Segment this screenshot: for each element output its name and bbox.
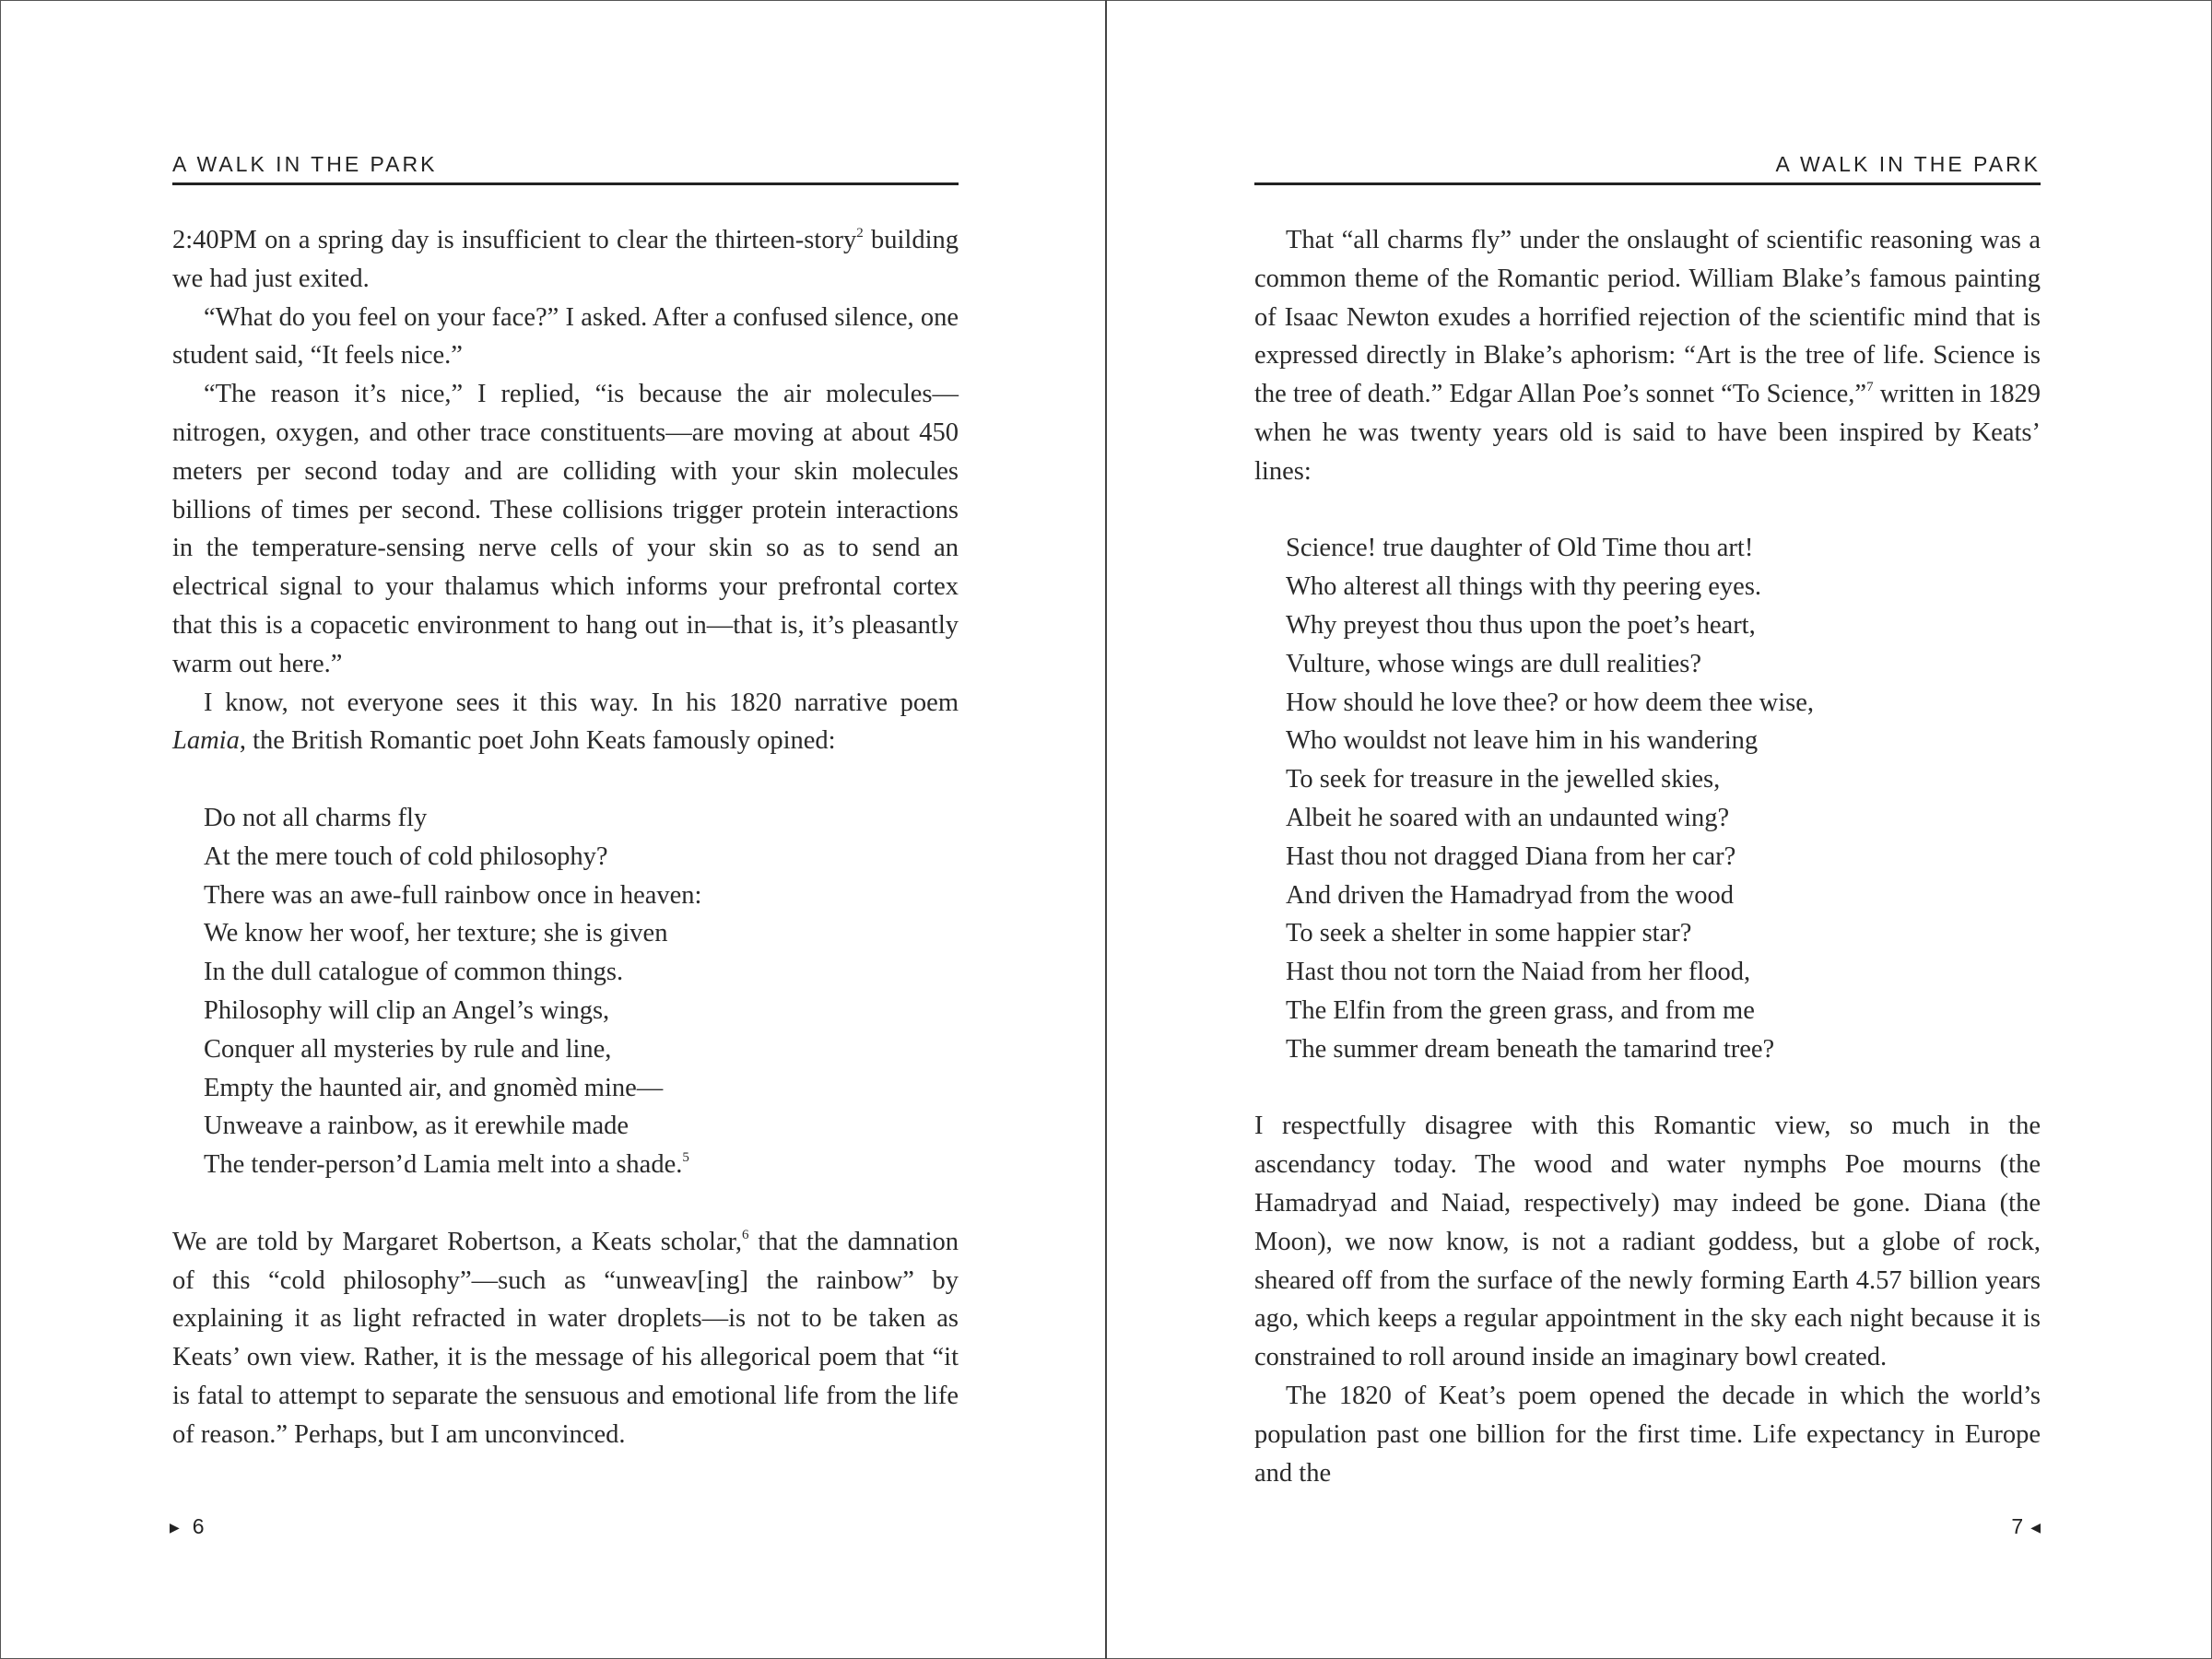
footnote-ref[interactable]: 6 (741, 1227, 749, 1242)
verse-line: Science! true daughter of Old Time thou art! (1286, 534, 1754, 563)
right-page (1106, 0, 2212, 1659)
text-run: I know, not everyone sees it this way. In his 1820 narrative poem (204, 688, 959, 717)
triangle-right-icon: ▶ (170, 1520, 180, 1535)
triangle-left-icon: ◀ (2030, 1520, 2041, 1535)
running-head-right: A WALK IN THE PARK (1254, 146, 2041, 185)
verse-line: Hast thou not torn the Naiad from her flood, (1286, 958, 1751, 987)
verse-line: To seek a shelter in some happier star? (1286, 919, 1692, 948)
text-run: 2:40PM on a spring day is insufficient to clear the thirteen-story (172, 226, 857, 254)
paragraph (1254, 221, 2041, 491)
verse-line: Do not all charms fly (204, 803, 428, 832)
text-run: that the damnation of this “cold philosophy”—such as “unweav[ing] the rainbow” by explaining it as light refracted in water droplets—is not to be taken as Keats’ own view. Rather, it is the message of his allegorical poem that “it is fatal to attempt to separate the sensuous and emotional life from the life of reason.” Perhaps, but I am unconvinced. (172, 1227, 959, 1449)
paragraph: “The reason it’s nice,” I replied, “is because the air molecules—nitrogen, oxygen, and other trace constituents—are moving at about 450 meters per second today and are colliding with your skin molecules billions of times per second. These collisions trigger protein interactions in the temperature-sensing nerve cells of your skin so as to send an electrical signal to your thalamus which informs your prefrontal cortex that this is a copacetic environment to hang out in—that is, it’s pleasantly warm out here.” (172, 380, 959, 678)
text-run: We are told by Margaret Robertson, a Keats scholar, (172, 1227, 742, 1256)
running-head-left: A WALK IN THE PARK (172, 146, 959, 185)
left-page-body (172, 221, 959, 1454)
verse-line: Why preyest thou thus upon the poet’s heart, (1286, 610, 1756, 640)
verse-line: To seek for treasure in the jewelled skies, (1286, 765, 1721, 794)
verse-line: Empty the haunted air, and gnomèd mine— (204, 1073, 664, 1102)
keats-verse (204, 799, 959, 1184)
text-run: That “all charms fly” under the onslaught of scientific reasoning was a common theme of the Romantic period. William Blake’s famous painting of Isaac Newton exudes a horrified rejection of the scientific mind that is expressed directly in Blake’s aphorism: “Art is the tree of life. Science is the tree of death.” Edgar Allan Poe’s sonnet “To Science,” (1254, 226, 2041, 409)
poe-verse (1286, 529, 2041, 1068)
verse-line: In the dull catalogue of common things. (204, 958, 624, 987)
verse-line: Philosophy will clip an Angel’s wings, (204, 995, 610, 1025)
verse-line: The summer dream beneath the tamarind tree? (1286, 1034, 1775, 1064)
verse-line: And driven the Hamadryad from the wood (1286, 880, 1734, 910)
verse-line: Conquer all mysteries by rule and line, (204, 1034, 612, 1064)
verse-line: Vulture, whose wings are dull realities? (1286, 649, 1701, 678)
footnote-ref[interactable]: 2 (856, 226, 864, 241)
text-run: , the British Romantic poet John Keats famously opined: (239, 726, 836, 756)
page-number-left (170, 1512, 205, 1541)
verse-line: How should he love thee? or how deem thee wise, (1286, 688, 1815, 717)
verse-line: Albeit he soared with an undaunted wing? (1286, 803, 1730, 832)
verse-line: There was an awe-full rainbow once in heaven: (204, 880, 702, 910)
footnote-ref[interactable]: 5 (682, 1150, 689, 1166)
right-page-body (1254, 221, 2041, 1492)
verse-line: The Elfin from the green grass, and from me (1286, 995, 1755, 1025)
verse-line-last (204, 1146, 959, 1184)
verse-line: At the mere touch of cold philosophy? (204, 841, 608, 871)
paragraph: The 1820 of Keat’s poem opened the decade in which the world’s population past one billion for the first time. Life expectancy in Europe and the (1254, 1381, 2041, 1488)
footnote-ref[interactable]: 7 (1866, 380, 1874, 395)
verse-line: We know her woof, her texture; she is given (204, 919, 668, 948)
verse-text: The tender-person’d Lamia melt into a shade. (204, 1150, 683, 1180)
paragraph: “What do you feel on your face?” I asked. After a confused silence, one student said, “It feels nice.” (172, 302, 959, 371)
paragraph (172, 684, 959, 761)
verse-line: Who wouldst not leave him in his wandering (1286, 726, 1759, 756)
paragraph (172, 1223, 959, 1454)
verse-line: Unweave a rainbow, as it erewhile made (204, 1112, 629, 1141)
poem-title: Lamia (172, 726, 240, 756)
text-run: building we had just exited. (172, 226, 959, 293)
paragraph (172, 221, 959, 299)
page-number-right (2011, 1512, 2041, 1541)
verse-line: Hast thou not dragged Diana from her car? (1286, 841, 1736, 871)
text-run: written in 1829 when he was twenty years old is said to have been inspired by Keats’ lines: (1254, 380, 2041, 486)
page-number: 6 (192, 1514, 205, 1538)
verse-line: Who alterest all things with thy peering eyes. (1286, 572, 1762, 602)
paragraph: I respectfully disagree with this Romantic view, so much in the ascendancy today. The wood and water nymphs Poe mourns (the Hamadryad and Naiad, respectively) may indeed be gone. Diana (the Moon), we now know, is not a radiant goddess, but a globe of rock, sheared off from the surface of the newly forming Earth 4.57 billion years ago, which keeps a regular appointment in the sky each night because it is constrained to roll around inside an imaginary bowl created. (1254, 1112, 2041, 1372)
page-number: 7 (2011, 1514, 2024, 1538)
